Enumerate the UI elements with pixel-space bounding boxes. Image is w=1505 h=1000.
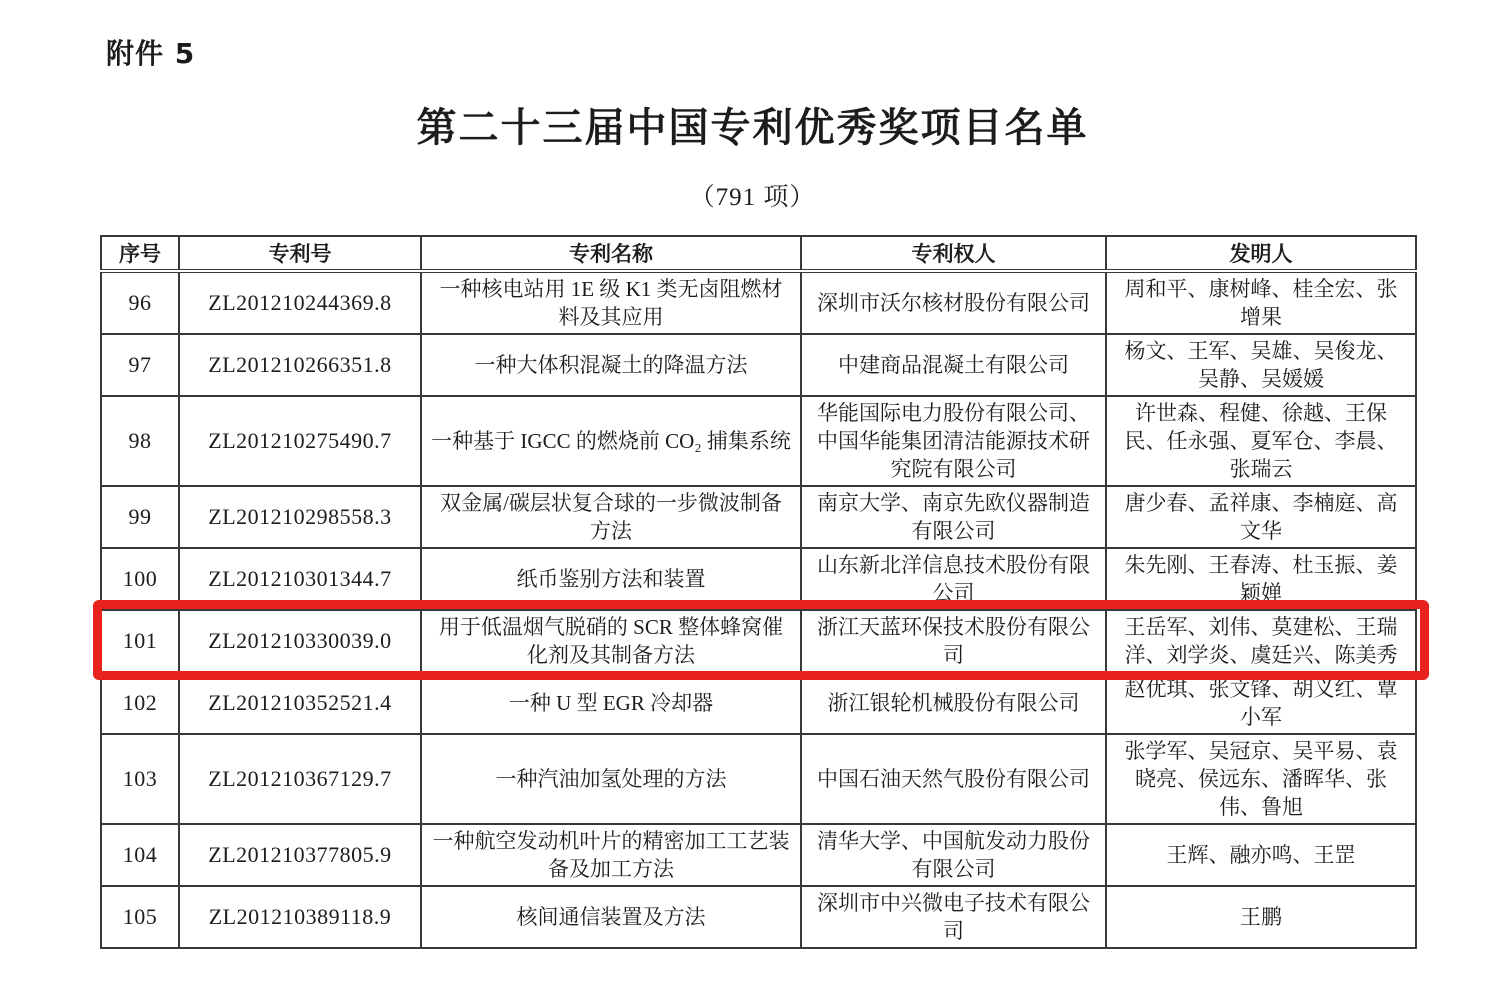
table-container	[100, 235, 1415, 949]
cell-serial: 97	[101, 334, 179, 396]
cell-patentee: 华能国际电力股份有限公司、中国华能集团清洁能源技术研究院有限公司	[801, 396, 1106, 486]
table-row	[101, 271, 1416, 334]
cell-patent-name: 一种航空发动机叶片的精密加工工艺装备及加工方法	[421, 824, 801, 886]
table-row	[101, 548, 1416, 610]
patent-award-table	[100, 235, 1417, 949]
header-patent-number: 专利号	[179, 236, 421, 271]
cell-patentee: 山东新北洋信息技术股份有限公司	[801, 548, 1106, 610]
cell-patent-number: ZL201210301344.7	[179, 548, 421, 610]
cell-inventors: 唐少春、孟祥康、李楠庭、高文华	[1106, 486, 1416, 548]
table-row-highlighted	[101, 610, 1416, 672]
page-title: 第二十三届中国专利优秀奖项目名单	[416, 105, 1089, 151]
cell-patentee: 中国石油天然气股份有限公司	[801, 734, 1106, 824]
table-header-row	[101, 236, 1416, 271]
header-inventors: 发明人	[1106, 236, 1416, 271]
cell-patent-name: 一种基于 IGCC 的燃烧前 CO₂ 捕集系统	[421, 396, 801, 486]
header-patent-name: 专利名称	[421, 236, 801, 271]
cell-serial: 105	[101, 886, 179, 948]
cell-inventors: 周和平、康树峰、桂全宏、张增果	[1106, 271, 1416, 334]
cell-patent-name: 核间通信装置及方法	[421, 886, 801, 948]
header-serial: 序号	[101, 236, 179, 271]
table-row	[101, 486, 1416, 548]
cell-inventors: 杨文、王军、吴雄、吴俊龙、吴静、吴媛媛	[1106, 334, 1416, 396]
cell-patent-name: 用于低温烟气脱硝的 SCR 整体蜂窝催化剂及其制备方法	[421, 610, 801, 672]
cell-serial: 103	[101, 734, 179, 824]
item-count-subtitle: （791 项）	[689, 184, 816, 211]
table-row	[101, 824, 1416, 886]
cell-patent-number: ZL201210330039.0	[179, 610, 421, 672]
table-row	[101, 672, 1416, 734]
cell-patent-name: 一种汽油加氢处理的方法	[421, 734, 801, 824]
table-row	[101, 734, 1416, 824]
table-row	[101, 396, 1416, 486]
cell-serial: 104	[101, 824, 179, 886]
cell-inventors: 许世森、程健、徐越、王保民、任永强、夏军仓、李晨、张瑞云	[1106, 396, 1416, 486]
cell-serial: 98	[101, 396, 179, 486]
attachment-label: 附件 5	[106, 37, 196, 70]
cell-patent-number: ZL201210352521.4	[179, 672, 421, 734]
cell-patent-number: ZL201210266351.8	[179, 334, 421, 396]
table-row	[101, 334, 1416, 396]
cell-patent-name: 双金属/碳层状复合球的一步微波制备方法	[421, 486, 801, 548]
cell-patentee: 深圳市中兴微电子技术有限公司	[801, 886, 1106, 948]
cell-inventors: 王鹏	[1106, 886, 1416, 948]
cell-serial: 100	[101, 548, 179, 610]
cell-patent-number: ZL201210244369.8	[179, 271, 421, 334]
cell-serial: 101	[101, 610, 179, 672]
cell-serial: 96	[101, 271, 179, 334]
cell-patentee: 清华大学、中国航发动力股份有限公司	[801, 824, 1106, 886]
cell-patentee: 中建商品混凝土有限公司	[801, 334, 1106, 396]
cell-inventors: 王岳军、刘伟、莫建松、王瑞洋、刘学炎、虞廷兴、陈美秀	[1106, 610, 1416, 672]
cell-patent-name: 纸币鉴别方法和装置	[421, 548, 801, 610]
cell-patent-number: ZL201210367129.7	[179, 734, 421, 824]
cell-patent-number: ZL201210377805.9	[179, 824, 421, 886]
cell-patent-number: ZL201210298558.3	[179, 486, 421, 548]
cell-patent-name: 一种 U 型 EGR 冷却器	[421, 672, 801, 734]
header-patentee: 专利权人	[801, 236, 1106, 271]
cell-patent-number: ZL201210275490.7	[179, 396, 421, 486]
table-row	[101, 886, 1416, 948]
cell-patent-name: 一种大体积混凝土的降温方法	[421, 334, 801, 396]
cell-serial: 102	[101, 672, 179, 734]
cell-patentee: 深圳市沃尔核材股份有限公司	[801, 271, 1106, 334]
cell-inventors: 朱先刚、王春涛、杜玉振、姜颖婵	[1106, 548, 1416, 610]
cell-patentee: 浙江天蓝环保技术股份有限公司	[801, 610, 1106, 672]
cell-inventors: 赵优琪、张文锋、胡义红、覃小军	[1106, 672, 1416, 734]
cell-patent-number: ZL201210389118.9	[179, 886, 421, 948]
cell-patentee: 浙江银轮机械股份有限公司	[801, 672, 1106, 734]
cell-serial: 99	[101, 486, 179, 548]
cell-patent-name: 一种核电站用 1E 级 K1 类无卤阻燃材料及其应用	[421, 271, 801, 334]
cell-inventors: 王辉、融亦鸣、王罡	[1106, 824, 1416, 886]
cell-patentee: 南京大学、南京先欧仪器制造有限公司	[801, 486, 1106, 548]
cell-inventors: 张学军、吴冠京、吴平易、袁晓亮、侯远东、潘晖华、张伟、鲁旭	[1106, 734, 1416, 824]
